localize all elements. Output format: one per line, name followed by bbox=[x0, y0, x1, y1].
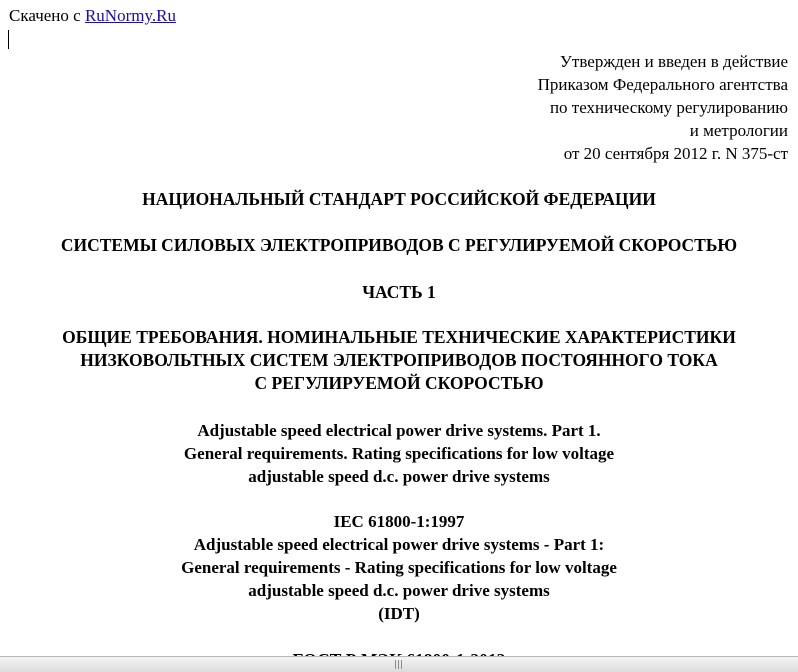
approval-line: от 20 сентября 2012 г. N 375-ст bbox=[563, 144, 788, 163]
source-line bbox=[9, 6, 176, 26]
source-prefix: Скачено с bbox=[9, 6, 81, 25]
subtitle-ru-line: НИЗКОВОЛЬТНЫХ СИСТЕМ ЭЛЕКТРОПРИВОДОВ ПОСТОЯННОГО ТОКА bbox=[80, 350, 718, 370]
system-title-heading: СИСТЕМЫ СИЛОВЫХ ЭЛЕКТРОПРИВОДОВ С РЕГУЛИРУЕМОЙ СКОРОСТЬЮ bbox=[60, 235, 738, 255]
iec-code: IEC 61800-1:1997 bbox=[333, 512, 465, 531]
title-en-line: Adjustable speed electrical power drive systems. Part 1. bbox=[197, 421, 601, 440]
title-en-block bbox=[0, 419, 798, 488]
iec-line: General requirements - Rating specifications for low voltage bbox=[181, 558, 617, 577]
scrollbar-grip-icon[interactable] bbox=[394, 660, 404, 669]
subtitle-ru-line: ОБЩИЕ ТРЕБОВАНИЯ. НОМИНАЛЬНЫЕ ТЕХНИЧЕСКИЕ ХАРАКТЕРИСТИКИ bbox=[62, 327, 736, 347]
iec-block bbox=[0, 510, 798, 625]
approval-line: Утвержден и введен в действие bbox=[559, 52, 788, 71]
approval-line: по техническому регулированию bbox=[549, 98, 788, 117]
subtitle-ru-line: С РЕГУЛИРУЕМОЙ СКОРОСТЬЮ bbox=[254, 373, 544, 393]
standard-type-heading: НАЦИОНАЛЬНЫЙ СТАНДАРТ РОССИЙСКОЙ ФЕДЕРАЦИИ bbox=[142, 189, 656, 209]
text-cursor bbox=[8, 30, 9, 49]
approval-block bbox=[538, 50, 788, 165]
approval-line: и метрологии bbox=[689, 121, 788, 140]
approval-line: Приказом Федерального агентства bbox=[537, 75, 788, 94]
runormy-link[interactable]: RuNormy.Ru bbox=[84, 6, 176, 25]
iec-line: Adjustable speed electrical power drive systems - Part 1: bbox=[193, 535, 605, 554]
part-heading: ЧАСТЬ 1 bbox=[362, 282, 436, 302]
horizontal-scrollbar[interactable] bbox=[0, 656, 798, 672]
title-en-line: adjustable speed d.c. power drive systems bbox=[248, 467, 550, 486]
iec-line: adjustable speed d.c. power drive systems bbox=[248, 581, 550, 600]
iec-degree: (IDT) bbox=[378, 604, 420, 623]
title-en-line: General requirements. Rating specifications for low voltage bbox=[183, 444, 615, 463]
subtitle-ru-block bbox=[0, 326, 798, 395]
